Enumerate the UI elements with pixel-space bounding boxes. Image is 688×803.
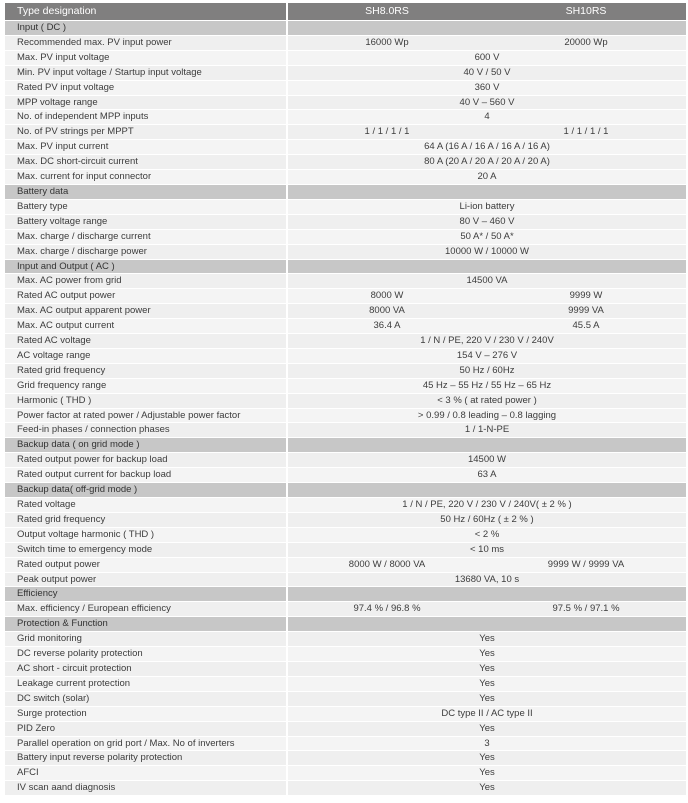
spec-value-shared: 45 Hz – 55 Hz / 55 Hz – 65 Hz xyxy=(287,378,686,393)
section-header-row xyxy=(5,259,686,274)
spec-label: DC reverse polarity protection xyxy=(5,647,287,662)
table-row xyxy=(5,512,686,527)
table-row xyxy=(5,632,686,647)
spec-label: Battery input reverse polarity protection xyxy=(5,751,287,766)
spec-label: Max. AC output current xyxy=(5,319,287,334)
section-fill xyxy=(287,184,686,199)
spec-value-shared: Yes xyxy=(287,751,686,766)
spec-value-shared: 64 A (16 A / 16 A / 16 A / 16 A) xyxy=(287,140,686,155)
table-row xyxy=(5,572,686,587)
table-row xyxy=(5,50,686,65)
spec-label: Min. PV input voltage / Startup input voltage xyxy=(5,65,287,80)
table-row xyxy=(5,691,686,706)
spec-value-shared: Li-ion battery xyxy=(287,199,686,214)
table-row xyxy=(5,319,686,334)
spec-label: Leakage current protection xyxy=(5,676,287,691)
spec-label: Rated AC voltage xyxy=(5,334,287,349)
spec-label: Max. charge / discharge power xyxy=(5,244,287,259)
section-fill xyxy=(287,259,686,274)
spec-label: PID Zero xyxy=(5,721,287,736)
spec-value-shared: < 10 ms xyxy=(287,542,686,557)
section-title: Input and Output ( AC ) xyxy=(5,259,287,274)
spec-value-shared: Yes xyxy=(287,766,686,781)
spec-label: Grid frequency range xyxy=(5,378,287,393)
spec-value-sh10: 20000 Wp xyxy=(486,35,686,50)
spec-value-shared: 14500 VA xyxy=(287,274,686,289)
model-header-sh10: SH10RS xyxy=(486,3,686,21)
spec-value-shared: 1 / N / PE, 220 V / 230 V / 240V xyxy=(287,334,686,349)
table-row xyxy=(5,214,686,229)
table-row xyxy=(5,125,686,140)
spec-value-shared: Yes xyxy=(287,632,686,647)
spec-value-sh8: 36.4 A xyxy=(287,319,486,334)
table-row xyxy=(5,378,686,393)
spec-label: AFCI xyxy=(5,766,287,781)
spec-label: Peak output power xyxy=(5,572,287,587)
spec-value-sh10: 45.5 A xyxy=(486,319,686,334)
spec-value-sh8: 16000 Wp xyxy=(287,35,486,50)
spec-label: Rated grid frequency xyxy=(5,512,287,527)
spec-value-shared: 4 xyxy=(287,110,686,125)
spec-label: No. of PV strings per MPPT xyxy=(5,125,287,140)
spec-value-shared: Yes xyxy=(287,676,686,691)
table-row xyxy=(5,706,686,721)
spec-label: Max. PV input voltage xyxy=(5,50,287,65)
spec-value-shared: 13680 VA, 10 s xyxy=(287,572,686,587)
spec-label: Parallel operation on grid port / Max. No of inverters xyxy=(5,736,287,751)
spec-label: Switch time to emergency mode xyxy=(5,542,287,557)
spec-label: Rated AC output power xyxy=(5,289,287,304)
table-row xyxy=(5,676,686,691)
spec-label: Battery type xyxy=(5,199,287,214)
spec-value-shared: 50 Hz / 60Hz xyxy=(287,363,686,378)
spec-label: AC voltage range xyxy=(5,348,287,363)
spec-value-shared: 14500 W xyxy=(287,453,686,468)
table-row xyxy=(5,468,686,483)
spec-label: Max. DC short-circuit current xyxy=(5,155,287,170)
section-header-row xyxy=(5,617,686,632)
spec-label: Recommended max. PV input power xyxy=(5,35,287,50)
spec-value-shared: 80 V – 460 V xyxy=(287,214,686,229)
spec-label: Rated output power for backup load xyxy=(5,453,287,468)
table-row xyxy=(5,95,686,110)
spec-value-shared: 154 V – 276 V xyxy=(287,348,686,363)
spec-label: No. of independent MPP inputs xyxy=(5,110,287,125)
section-title: Input ( DC ) xyxy=(5,21,287,36)
spec-value-shared: 50 Hz / 60Hz ( ± 2 % ) xyxy=(287,512,686,527)
table-row xyxy=(5,542,686,557)
spec-value-sh10: 97.5 % / 97.1 % xyxy=(486,602,686,617)
table-row xyxy=(5,766,686,781)
table-row xyxy=(5,751,686,766)
spec-value-shared: Yes xyxy=(287,647,686,662)
section-fill xyxy=(287,483,686,498)
spec-value-shared: 10000 W / 10000 W xyxy=(287,244,686,259)
spec-label: Rated PV input voltage xyxy=(5,80,287,95)
spec-value-sh10: 9999 VA xyxy=(486,304,686,319)
spec-label: Harmonic ( THD ) xyxy=(5,393,287,408)
spec-value-shared: 1 / N / PE, 220 V / 230 V / 240V( ± 2 % ) xyxy=(287,498,686,513)
section-fill xyxy=(287,587,686,602)
spec-value-shared: DC type II / AC type II xyxy=(287,706,686,721)
spec-label: MPP voltage range xyxy=(5,95,287,110)
spec-value-sh10: 1 / 1 / 1 / 1 xyxy=(486,125,686,140)
spec-value-sh8: 8000 VA xyxy=(287,304,486,319)
spec-label: Rated output power xyxy=(5,557,287,572)
spec-label: Battery voltage range xyxy=(5,214,287,229)
table-row xyxy=(5,80,686,95)
section-header-row xyxy=(5,21,686,36)
table-row xyxy=(5,274,686,289)
spec-value-shared: Yes xyxy=(287,691,686,706)
spec-value-sh10: 9999 W xyxy=(486,289,686,304)
spec-value-shared: 1 / 1-N-PE xyxy=(287,423,686,438)
model-header-sh8: SH8.0RS xyxy=(287,3,486,21)
spec-value-sh8: 97.4 % / 96.8 % xyxy=(287,602,486,617)
spec-value-shared: Yes xyxy=(287,661,686,676)
spec-value-sh10: 9999 W / 9999 VA xyxy=(486,557,686,572)
section-header-row xyxy=(5,438,686,453)
table-row xyxy=(5,170,686,185)
table-row xyxy=(5,348,686,363)
spec-label: AC short - circuit protection xyxy=(5,661,287,676)
type-designation-label: Type designation xyxy=(5,3,287,21)
table-row xyxy=(5,736,686,751)
spec-value-shared: Yes xyxy=(287,781,686,796)
section-title: Backup data ( on grid mode ) xyxy=(5,438,287,453)
section-title: Backup data( off-grid mode ) xyxy=(5,483,287,498)
table-row xyxy=(5,110,686,125)
spec-value-shared: 600 V xyxy=(287,50,686,65)
spec-value-shared: 40 V – 560 V xyxy=(287,95,686,110)
spec-value-shared: < 2 % xyxy=(287,527,686,542)
section-fill xyxy=(287,617,686,632)
section-header-row xyxy=(5,587,686,602)
spec-value-shared: Yes xyxy=(287,721,686,736)
spec-label: Surge protection xyxy=(5,706,287,721)
table-row xyxy=(5,199,686,214)
table-row xyxy=(5,781,686,796)
section-title: Battery data xyxy=(5,184,287,199)
table-row xyxy=(5,721,686,736)
spec-label: Feed-in phases / connection phases xyxy=(5,423,287,438)
table-row xyxy=(5,334,686,349)
table-row xyxy=(5,229,686,244)
spec-table-body xyxy=(5,3,686,796)
spec-label: DC switch (solar) xyxy=(5,691,287,706)
table-row xyxy=(5,363,686,378)
spec-value-shared: 360 V xyxy=(287,80,686,95)
table-row xyxy=(5,393,686,408)
spec-label: Rated voltage xyxy=(5,498,287,513)
section-fill xyxy=(287,21,686,36)
section-title: Protection & Function xyxy=(5,617,287,632)
spec-label: Max. current for input connector xyxy=(5,170,287,185)
table-row xyxy=(5,289,686,304)
table-row xyxy=(5,602,686,617)
table-header-row xyxy=(5,3,686,21)
table-row xyxy=(5,557,686,572)
spec-value-shared: < 3 % ( at rated power ) xyxy=(287,393,686,408)
spec-label: Max. PV input current xyxy=(5,140,287,155)
spec-value-shared: > 0.99 / 0.8 leading – 0.8 lagging xyxy=(287,408,686,423)
table-row xyxy=(5,527,686,542)
spec-label: Max. AC output apparent power xyxy=(5,304,287,319)
spec-label: Power factor at rated power / Adjustable power factor xyxy=(5,408,287,423)
spec-label: Output voltage harmonic ( THD ) xyxy=(5,527,287,542)
spec-label: IV scan aand diagnosis xyxy=(5,781,287,796)
spec-label: Grid monitoring xyxy=(5,632,287,647)
table-row xyxy=(5,423,686,438)
spec-label: Max. charge / discharge current xyxy=(5,229,287,244)
table-row xyxy=(5,647,686,662)
table-row xyxy=(5,155,686,170)
spec-value-shared: 80 A (20 A / 20 A / 20 A / 20 A) xyxy=(287,155,686,170)
section-header-row xyxy=(5,184,686,199)
section-fill xyxy=(287,438,686,453)
spec-label: Rated grid frequency xyxy=(5,363,287,378)
spec-value-sh8: 1 / 1 / 1 / 1 xyxy=(287,125,486,140)
section-header-row xyxy=(5,483,686,498)
spec-value-shared: 3 xyxy=(287,736,686,751)
table-row xyxy=(5,65,686,80)
spec-label: Max. efficiency / European efficiency xyxy=(5,602,287,617)
table-row xyxy=(5,498,686,513)
spec-value-shared: 20 A xyxy=(287,170,686,185)
table-row xyxy=(5,35,686,50)
table-row xyxy=(5,244,686,259)
table-row xyxy=(5,453,686,468)
spec-label: Rated output current for backup load xyxy=(5,468,287,483)
spec-table xyxy=(5,3,686,796)
table-row xyxy=(5,661,686,676)
spec-value-sh8: 8000 W xyxy=(287,289,486,304)
spec-label: Max. AC power from grid xyxy=(5,274,287,289)
table-row xyxy=(5,304,686,319)
table-row xyxy=(5,140,686,155)
spec-value-shared: 63 A xyxy=(287,468,686,483)
spec-value-shared: 50 A* / 50 A* xyxy=(287,229,686,244)
table-row xyxy=(5,408,686,423)
spec-value-sh8: 8000 W / 8000 VA xyxy=(287,557,486,572)
section-title: Efficiency xyxy=(5,587,287,602)
spec-value-shared: 40 V / 50 V xyxy=(287,65,686,80)
